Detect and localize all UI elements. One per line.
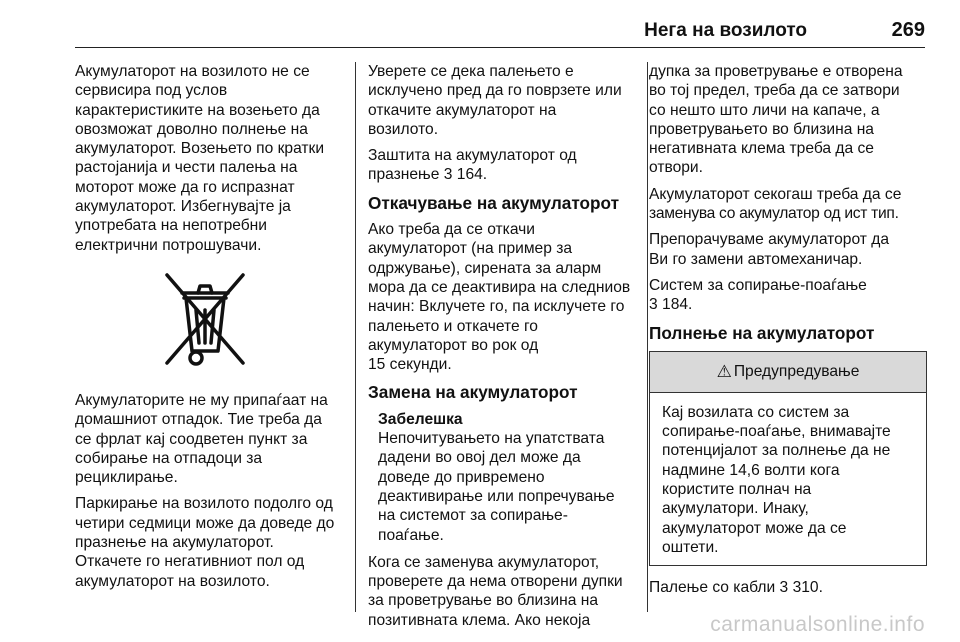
page-number: 269	[891, 19, 925, 41]
text-line: акумулаторот (на пример за	[368, 240, 573, 258]
column-3	[649, 62, 927, 605]
reference-page: 310.	[792, 579, 823, 597]
text-line: Систем за сопирање-поаѓање	[649, 276, 867, 294]
text-line: проверете да нема отворени дупки	[368, 573, 623, 591]
text-line: дадени во овој дел може да	[378, 449, 581, 467]
section-heading-charging: Полнење на акумулаторот	[649, 322, 875, 343]
paragraph-jump-start	[649, 578, 927, 597]
page-reference-icon: 3	[443, 166, 453, 184]
text-line: акумулаторот на возилото.	[75, 572, 270, 590]
text-line: Ви го замени автомеханичар.	[649, 250, 863, 268]
column-2	[368, 62, 636, 637]
text-line: собирање на отпадоци за	[75, 449, 263, 467]
paragraph-parking	[75, 494, 345, 590]
text-line: Кај возилата со систем за	[662, 403, 850, 421]
paragraph-disconnect-procedure	[368, 220, 636, 374]
note-block	[368, 410, 636, 545]
text-line: деактивирање или попречување	[378, 487, 615, 505]
text-line: овозможат доволно полнење на	[75, 120, 308, 138]
text-line: заменува со акумулатор од ист тип.	[649, 205, 899, 223]
text-line: исклучено пред да го поврзете или	[368, 82, 622, 100]
warning-body	[650, 393, 926, 565]
text-line: користите полнач на	[662, 481, 812, 499]
text-line: во тој предел, треба да се затвори	[649, 82, 900, 100]
text-line: сервисира под услов	[75, 82, 228, 100]
column-1	[75, 62, 345, 598]
text-line: празнење на акумулаторот.	[75, 534, 274, 552]
text-line: акумулаторот може да се	[662, 519, 847, 537]
text-line: Уверете се дека палењето е	[368, 63, 574, 80]
text-line: Непочитувањето на упатствата	[378, 430, 605, 448]
warning-box	[649, 351, 927, 566]
text-line: проветрувањето во близина на	[649, 120, 874, 138]
text-line: Паркирање на возилото подолго од	[75, 495, 333, 513]
page-title: Нега на возилото	[644, 20, 807, 41]
text-line: мора да се деактивира на следниов	[368, 278, 631, 296]
text-line: рециклирање.	[75, 469, 178, 487]
text-line: употребата на непотребни	[75, 217, 267, 235]
paragraph-vent-holes	[649, 62, 927, 178]
paragraph-stop-start	[649, 276, 927, 315]
text-line: потенцијалот за полнење да не	[662, 442, 891, 460]
section-heading-disconnect: Откачување на акумулаторот	[368, 192, 620, 213]
page-reference-icon: 3	[779, 579, 789, 597]
text-line: позитивната клема. Ако некоја	[368, 611, 591, 629]
text-line: Акумулаторот на возилото не се	[75, 63, 310, 80]
text-line: Акумулаторите не му припаѓаат на	[75, 391, 328, 409]
text-line: Препорачуваме акумулаторот да	[649, 231, 890, 249]
text-line: Кога се заменува акумулаторот,	[368, 553, 600, 571]
watermark: carmanualsonline.info	[710, 613, 925, 636]
text-line: карактеристиките на возењето да	[75, 101, 320, 119]
text-line: растојанија и чести палења на	[75, 159, 298, 177]
cross-reference-link[interactable]	[649, 578, 927, 597]
text-line: Откачете го негативниот пол од	[75, 553, 305, 571]
text-line: акумулаторот. Избегнувајте ја	[75, 198, 291, 216]
text-line: четири седмици може да доведе до	[75, 514, 335, 532]
text-line: начин: Вклучете го, па исклучете го	[368, 298, 625, 316]
text-line: се фрлат кај соодветен пункт за	[75, 430, 308, 448]
page-header	[75, 0, 925, 48]
warning-triangle-icon: ⚠	[716, 362, 732, 382]
text-line: 15 секунди.	[368, 356, 452, 374]
note-title: Забелешка	[378, 410, 463, 428]
text-line: надмине 14,6 волти кога	[662, 461, 840, 479]
page-reference-icon: 3	[649, 296, 658, 314]
text-line: електрични потрошувачи.	[75, 236, 262, 254]
section-heading-replacement: Замена на акумулаторот	[368, 382, 578, 403]
cross-reference-link[interactable]	[368, 165, 636, 184]
paragraph-battery-disposal	[75, 391, 345, 487]
reference-text: Палење со кабли	[649, 579, 776, 597]
text-line: домашниот отпадок. Тие треба да	[75, 411, 322, 429]
cross-reference-link[interactable]	[649, 295, 927, 314]
text-line: акумулаторот. Возењето по кратки	[75, 140, 325, 158]
text-line: оштети.	[662, 538, 719, 556]
text-line: откачите акумулаторот на	[368, 101, 557, 119]
text-line: возилото.	[368, 120, 439, 138]
reference-text: празнење	[368, 166, 440, 184]
column-divider	[355, 62, 356, 612]
reference-page: 164.	[456, 166, 488, 184]
crossed-out-wheelie-bin-icon	[75, 267, 345, 375]
text-line: доведе до привремено	[378, 468, 545, 486]
text-line: поаѓање.	[378, 526, 444, 544]
paragraph-recommendation	[649, 230, 927, 269]
text-line: сопирање-поаѓање, внимавајте	[662, 423, 891, 441]
text-line: акумулаторот во рок од	[368, 336, 539, 354]
text-line: отвори.	[649, 159, 703, 177]
text-line: Заштита на акумулаторот од	[368, 147, 577, 165]
warning-title: Предупредување	[733, 363, 860, 381]
text-line: Ако треба да се откачи	[368, 221, 536, 239]
column-divider	[647, 62, 648, 612]
text-line: на системот за сопирање-	[378, 507, 568, 525]
text-line: со нешто што личи на капаче, а	[649, 101, 880, 119]
paragraph-discharge-protection	[368, 146, 636, 185]
reference-page: 184.	[662, 296, 693, 314]
paragraph-same-type	[649, 185, 927, 224]
paragraph-ignition-check	[368, 62, 636, 139]
paragraph-replacement-check	[368, 553, 636, 630]
text-line: за проветрување во близина на	[368, 592, 599, 610]
text-line: палењето и откачете го	[368, 317, 538, 335]
paragraph-battery-service	[75, 62, 345, 255]
text-line: одржување), сирената за аларм	[368, 259, 602, 277]
text-line: акумулатори. Инаку,	[662, 500, 809, 518]
warning-header	[650, 352, 926, 393]
text-line: негативната клема треба да се	[649, 140, 874, 158]
text-line: моторот може да го испразнат	[75, 178, 295, 196]
text-line: дупка за проветрување е отворена	[649, 63, 903, 80]
text-line: Акумулаторот секогаш треба да се	[649, 185, 902, 203]
